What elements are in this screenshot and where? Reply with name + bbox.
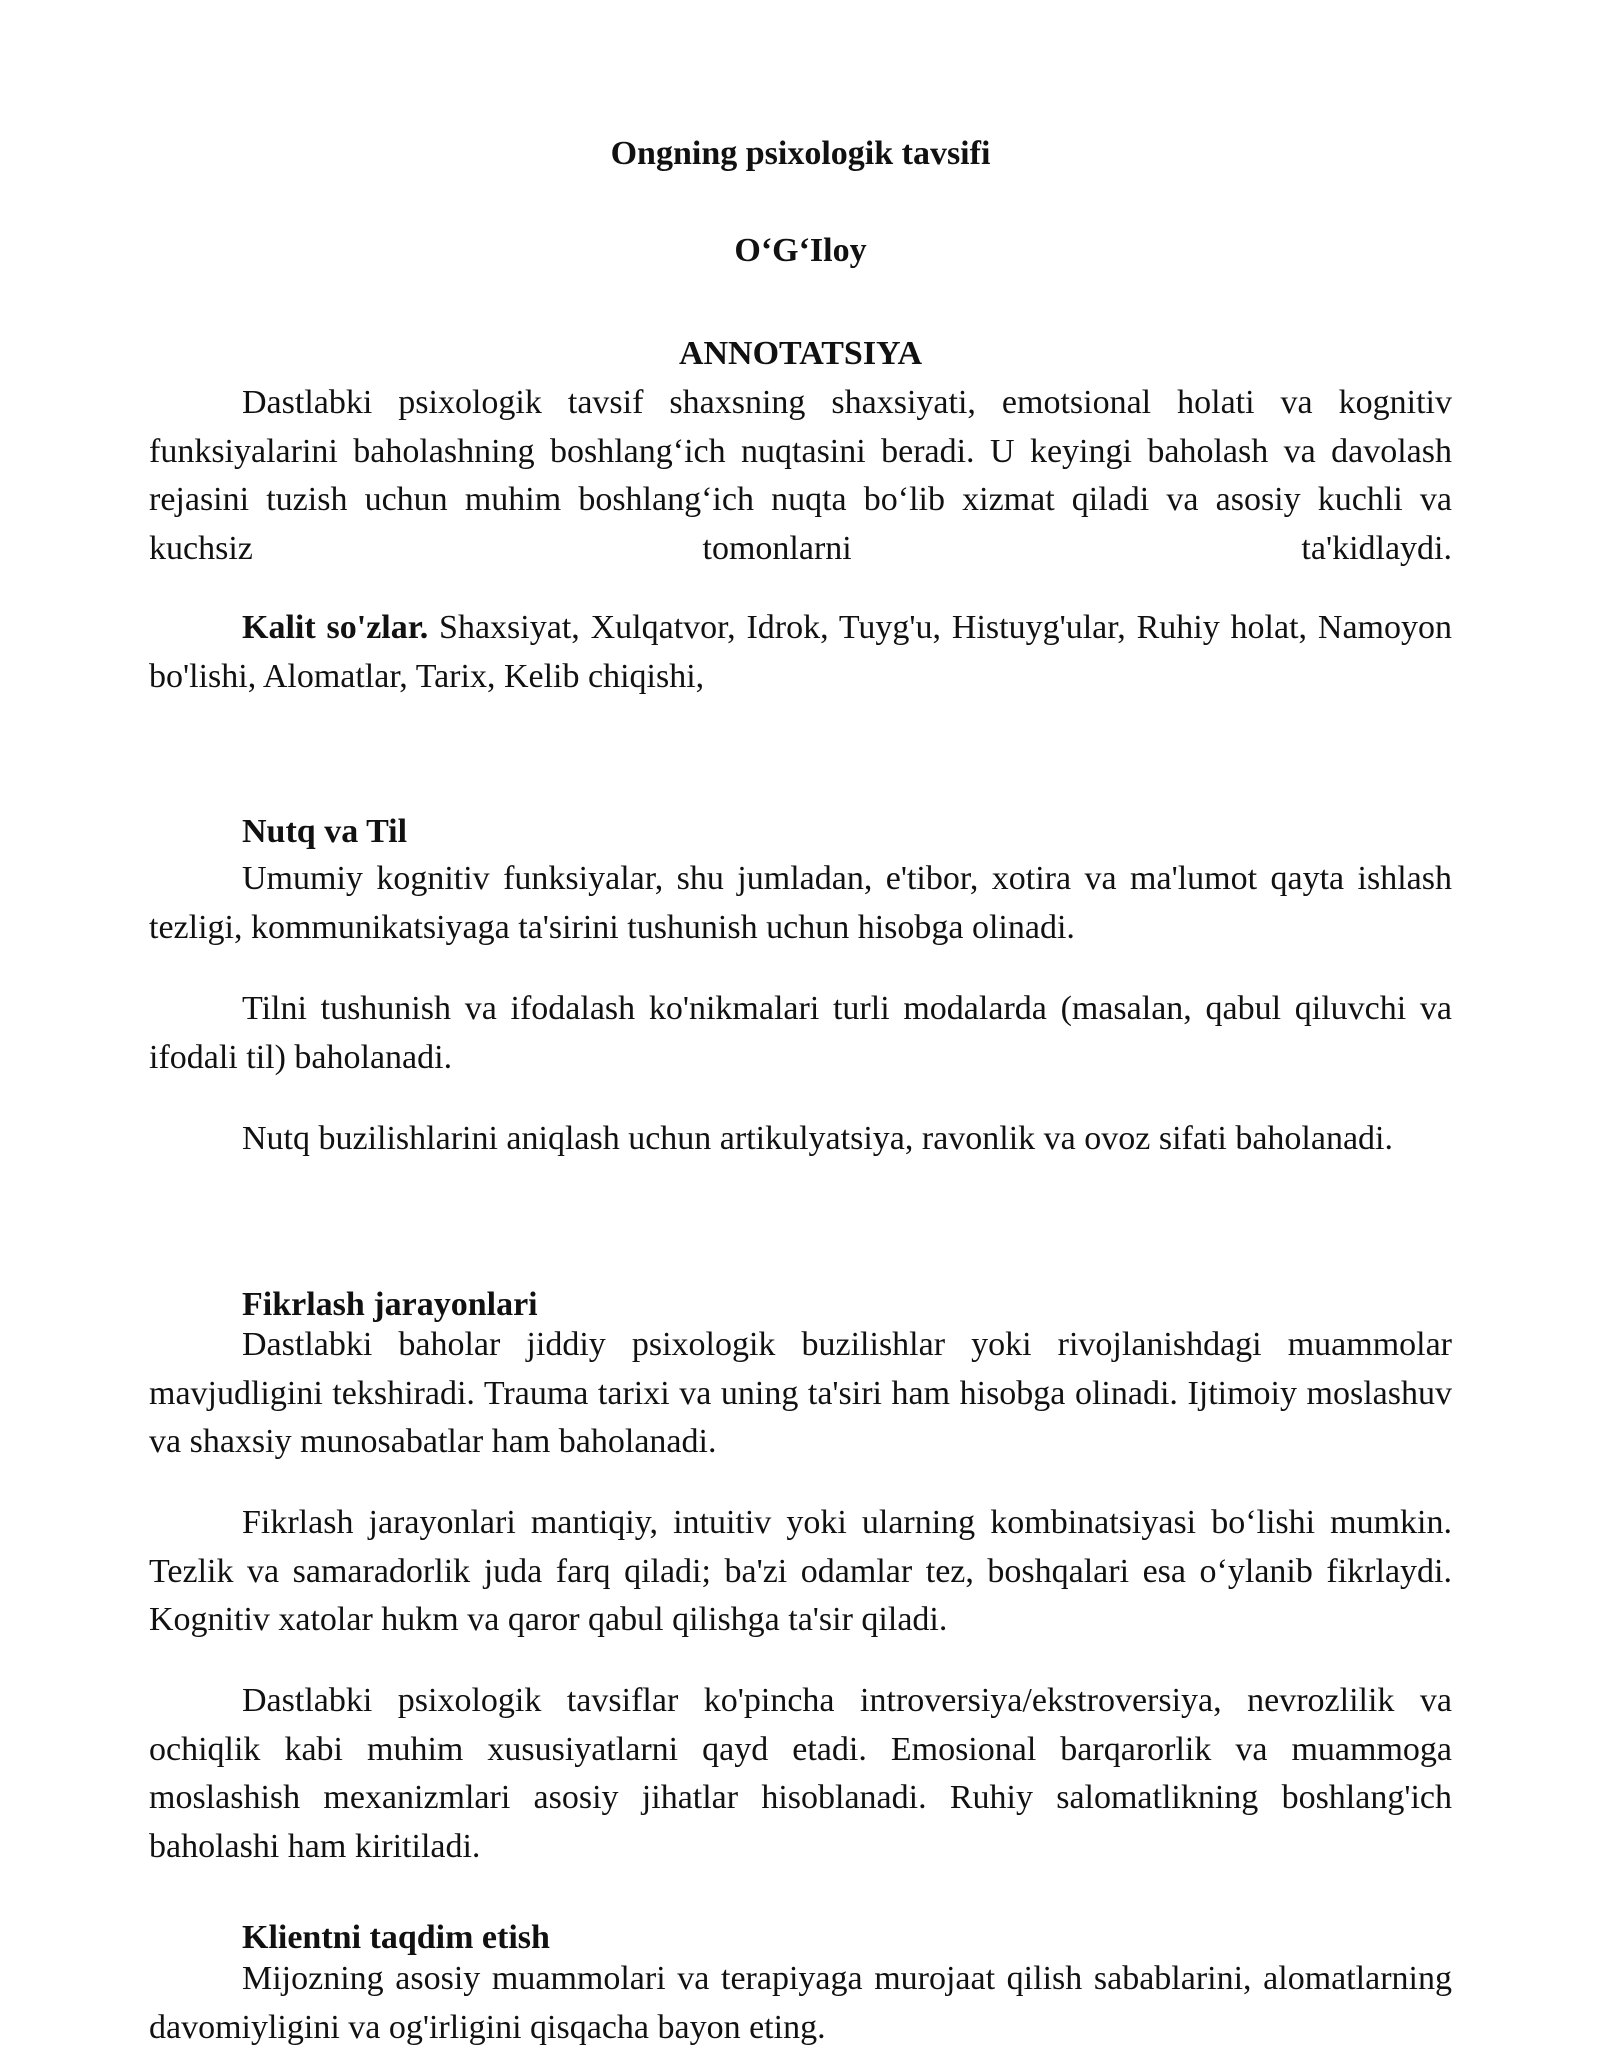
keywords-label: Kalit so'zlar. [242, 609, 429, 646]
annotation-text: Dastlabki psixologik tavsif shaxsning shaxsiyati, emotsional holati va kognitiv funksiyalarini baholashning boshlang‘ich nuqtasini beradi. U keyingi baholash va davolash rejasini tuzish uchun muhim boshlang‘ich nuqta bo‘lib xizmat qiladi va asosiy kuchli va kuchsiz tomonlarni ta'kidlaydi. [149, 384, 1452, 567]
document-title: Ongning psixologik tavsifi [610, 135, 991, 172]
annotation-heading: ANNOTATSIYA [678, 335, 923, 372]
keywords-text: Shaxsiyat, Xulqatvor, Idrok, Tuyg'u, Histuyg'ular, Ruhiy holat, Namoyon bo'lishi, Alomatlar, Tarix, Kelib chiqishi, [149, 609, 1452, 695]
speech-paragraph-2: Tilni tushunish va ifodalash ko'nikmalari turli modalarda (masalan, qabul qiluvchi va ifodali til) baholanadi. [149, 990, 1452, 1076]
keywords-paragraph [149, 604, 1452, 701]
section-heading-speech: Nutq va Til [242, 813, 408, 850]
thinking-paragraph-1: Dastlabki baholar jiddiy psixologik buzilishlar yoki rivojlanishdagi muammolar mavjudligini tekshiradi. Trauma tarixi va uning ta'siri ham hisobga olinadi. Ijtimoiy moslashuv va shaxsiy munosabatlar ham baholanadi. [149, 1326, 1452, 1460]
speech-paragraph-3: Nutq buzilishlarini aniqlash uchun artikulyatsiya, ravonlik va ovoz sifati baholanadi. [242, 1120, 1394, 1157]
section-heading-thinking: Fikrlash jarayonlari [242, 1286, 538, 1323]
thinking-paragraph-3: Dastlabki psixologik tavsiflar ko'pincha introversiya/ekstroversiya, nevrozlilik va ochiqlik kabi muhim xususiyatlarni qayd etadi. Emosional barqarorlik va muammoga moslashish mexanizmlari asosiy jihatlar hisoblanadi. Ruhiy salomatlikning boshlang'ich baholashi ham kiritiladi. [149, 1682, 1452, 1865]
client-paragraph-1: Mijozning asosiy muammolari va terapiyaga murojaat qilish sabablarini, alomatlarning davomiyligini va og'irligini qisqacha bayon eting. [149, 1960, 1452, 2046]
section-heading-client: Klientni taqdim etish [242, 1919, 550, 1956]
author-name: O‘G‘Iloy [734, 232, 867, 269]
thinking-paragraph-2: Fikrlash jarayonlari mantiqiy, intuitiv yoki ularning kombinatsiyasi bo‘lishi mumkin. Tezlik va samaradorlik juda farq qiladi; ba'zi odamlar tez, boshqalari esa o‘ylanib fikrlaydi. Kognitiv xatolar hukm va qaror qabul qilishga ta'sir qiladi. [149, 1504, 1452, 1638]
speech-paragraph-1: Umumiy kognitiv funksiyalar, shu jumladan, e'tibor, xotira va ma'lumot qayta ishlash tezligi, kommunikatsiyaga ta'sirini tushunish uchun hisobga olinadi. [149, 860, 1452, 946]
